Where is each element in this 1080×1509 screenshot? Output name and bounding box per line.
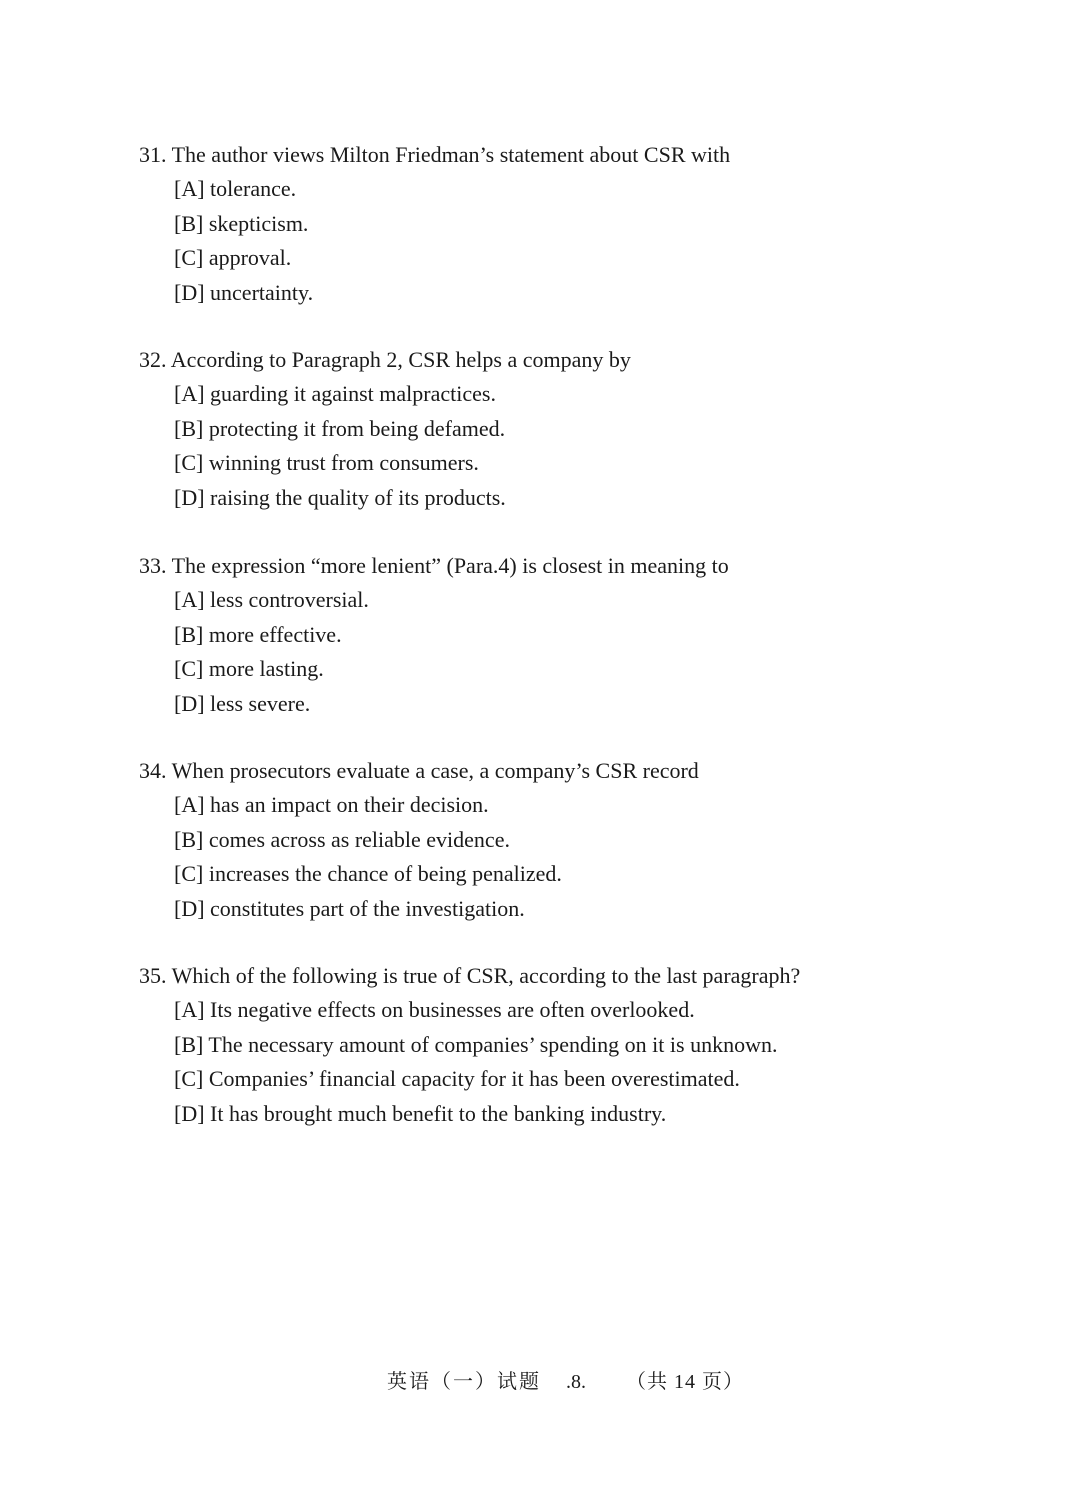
option-b: [B] protecting it from being defamed. — [174, 415, 506, 441]
question-stem: 34. When prosecutors evaluate a case, a company’s CSR record — [139, 758, 699, 783]
option-d: [D] less severe. — [174, 690, 311, 716]
option-b: [B] comes across as reliable evidence. — [174, 826, 510, 852]
option-d: [D] constitutes part of the investigation. — [174, 895, 525, 921]
question-34 — [139, 754, 1019, 926]
page-footer — [0, 1366, 1080, 1398]
option-c: [C] approval. — [174, 245, 292, 271]
option-c: [C] increases the chance of being penalized. — [174, 861, 562, 887]
question-35 — [139, 959, 1019, 1131]
question-32 — [139, 343, 1019, 515]
option-b: [B] more effective. — [174, 621, 342, 647]
option-b: [B] The necessary amount of companies’ spending on it is unknown. — [174, 1031, 778, 1057]
option-a: [A] less controversial. — [174, 587, 369, 613]
question-stem: 35. Which of the following is true of CSR, according to the last paragraph? — [139, 963, 801, 988]
question-stem: 33. The expression “more lenient” (Para.4) is closest in meaning to — [139, 553, 729, 578]
option-c: [C] Companies’ financial capacity for it has been overestimated. — [174, 1066, 740, 1092]
page-number: .8. — [566, 1371, 586, 1393]
option-d: [D] raising the quality of its products. — [174, 484, 506, 510]
question-33 — [139, 549, 1019, 721]
option-d: [D] uncertainty. — [174, 279, 314, 305]
option-c: [C] more lasting. — [174, 656, 324, 682]
question-stem: 32. According to Paragraph 2, CSR helps a company by — [139, 347, 631, 372]
exam-title: 英语（一）试题 — [387, 1371, 541, 1393]
question-31 — [139, 138, 1019, 310]
option-a: [A] Its negative effects on businesses are often overlooked. — [174, 997, 695, 1023]
option-a: [A] guarding it against malpractices. — [174, 381, 496, 407]
question-stem: 31. The author views Milton Friedman’s statement about CSR with — [139, 142, 731, 167]
option-c: [C] winning trust from consumers. — [174, 450, 479, 476]
option-a: [A] has an impact on their decision. — [174, 792, 489, 818]
option-d: [D] It has brought much benefit to the banking industry. — [174, 1100, 667, 1126]
option-b: [B] skepticism. — [174, 210, 309, 236]
option-a: [A] tolerance. — [174, 176, 297, 202]
page-total: （共 14 页） — [626, 1371, 744, 1393]
